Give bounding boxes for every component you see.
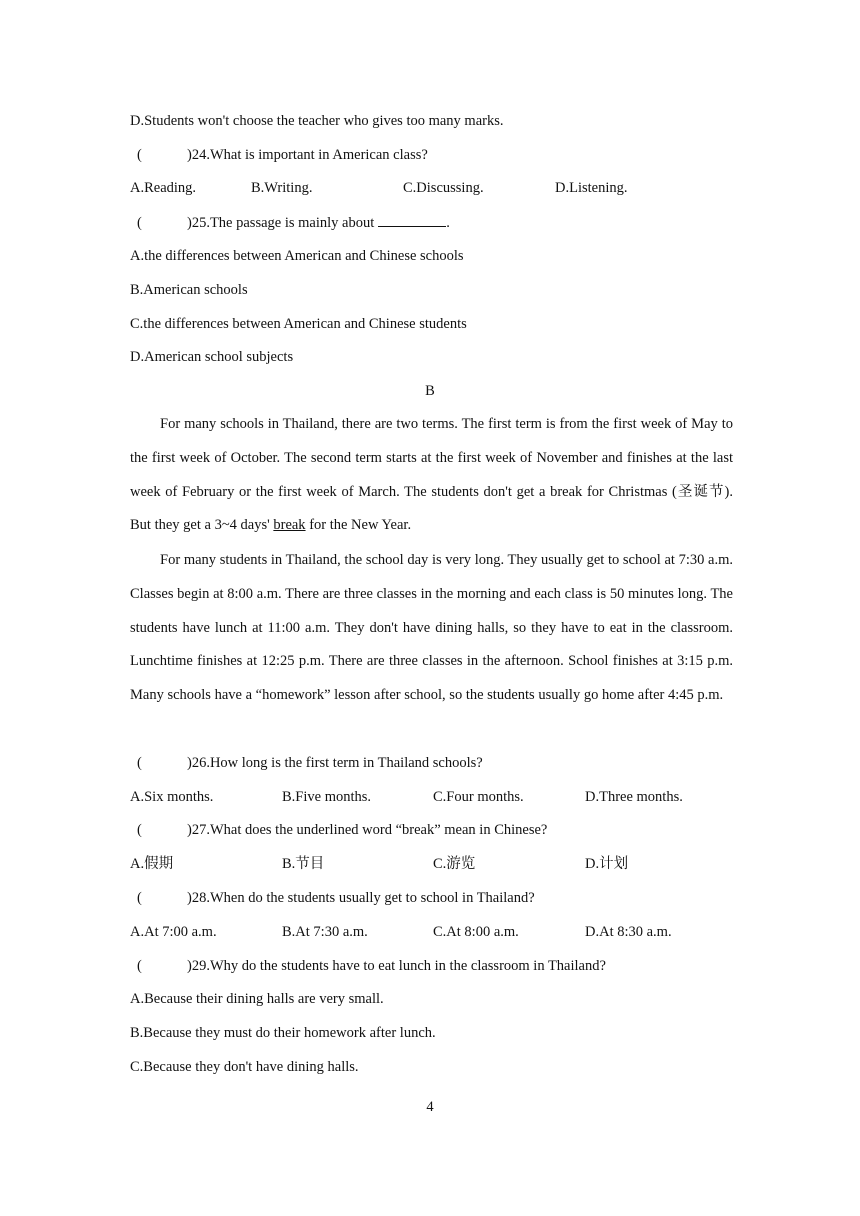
q24-option-a: A.Reading.	[130, 180, 197, 196]
q25-option-c: C.the differences between American and Chinese students	[130, 316, 467, 332]
q27-option-c: C.游览	[433, 856, 476, 872]
q29-option-b: B.Because they must do their homework after lunch.	[130, 1025, 436, 1041]
question-25-text: )25.The passage is mainly about	[187, 215, 375, 231]
answer-paren: (	[137, 755, 142, 771]
q23-option-d: D.Students won't choose the teacher who gives too many marks.	[130, 113, 504, 129]
q24-option-c: C.Discussing.	[403, 180, 484, 196]
q24-option-b: B.Writing.	[251, 180, 313, 196]
question-27	[137, 820, 547, 840]
answer-paren: (	[137, 890, 142, 906]
question-26	[137, 753, 483, 773]
answer-blank	[378, 212, 446, 227]
q27-option-b: B.节目	[282, 856, 325, 872]
answer-paren: (	[137, 822, 142, 838]
q24-option-d: D.Listening.	[555, 180, 628, 196]
q25-option-a: A.the differences between American and Chinese schools	[130, 248, 464, 264]
q27-option-d: D.计划	[585, 856, 629, 872]
question-29-text: )29.Why do the students have to eat lunch in the classroom in Thailand?	[187, 958, 606, 974]
section-heading-b: B	[425, 383, 435, 399]
q26-option-a: A.Six months.	[130, 789, 214, 805]
q28-option-a: A.At 7:00 a.m.	[130, 924, 217, 940]
q28-option-b: B.At 7:30 a.m.	[282, 924, 368, 940]
answer-paren: (	[137, 215, 142, 231]
q25-option-d: D.American school subjects	[130, 349, 294, 365]
paragraph-1-text-end: for the New Year.	[305, 517, 412, 534]
paragraph-1-text: For many schools in Thailand, there are two terms. The first term is from the first week of May to the first week of October. The second term starts at the first week of November and finishes at the last week of February or the first week of March. The students don't get a break for Christmas (圣诞节). But they get a 3~4 days'	[130, 416, 733, 534]
question-29	[137, 956, 606, 976]
underlined-word-break: break	[273, 517, 306, 534]
q26-option-c: C.Four months.	[433, 789, 524, 805]
q28-option-c: C.At 8:00 a.m.	[433, 924, 519, 940]
q29-option-c: C.Because they don't have dining halls.	[130, 1059, 359, 1075]
q27-option-a: A.假期	[130, 856, 174, 872]
passage-paragraph-2: For many students in Thailand, the school day is very long. They usually get to school at 7:30 a.m. Classes begin at 8:00 a.m. There are three classes in the morning and each class is 50 minutes long. The students have lunch at 11:00 a.m. They don't have dining halls, so they have to eat in the classroom. Lunchtime finishes at 12:25 p.m. There are three classes in the afternoon. School finishes at 3:15 p.m. Many schools have a “homework” lesson after school, so the students usually go home after 4:45 p.m.	[130, 552, 733, 704]
question-28	[137, 888, 535, 908]
answer-paren: (	[137, 958, 142, 974]
question-25	[137, 212, 450, 233]
q28-option-d: D.At 8:30 a.m.	[585, 924, 672, 940]
page-number: 4	[426, 1099, 434, 1115]
question-26-text: )26.How long is the first term in Thailand schools?	[187, 755, 483, 771]
passage-paragraph-1	[130, 408, 733, 543]
q29-option-a: A.Because their dining halls are very small.	[130, 991, 384, 1007]
question-24-text: )24.What is important in American class?	[187, 147, 428, 163]
answer-paren: (	[137, 147, 142, 163]
question-24	[137, 145, 428, 165]
question-25-end: .	[446, 215, 450, 231]
question-28-text: )28.When do the students usually get to school in Thailand?	[187, 890, 535, 906]
q26-option-d: D.Three months.	[585, 789, 683, 805]
question-27-text: )27.What does the underlined word “break” mean in Chinese?	[187, 822, 548, 838]
q26-option-b: B.Five months.	[282, 789, 372, 805]
q25-option-b: B.American schools	[130, 282, 248, 298]
